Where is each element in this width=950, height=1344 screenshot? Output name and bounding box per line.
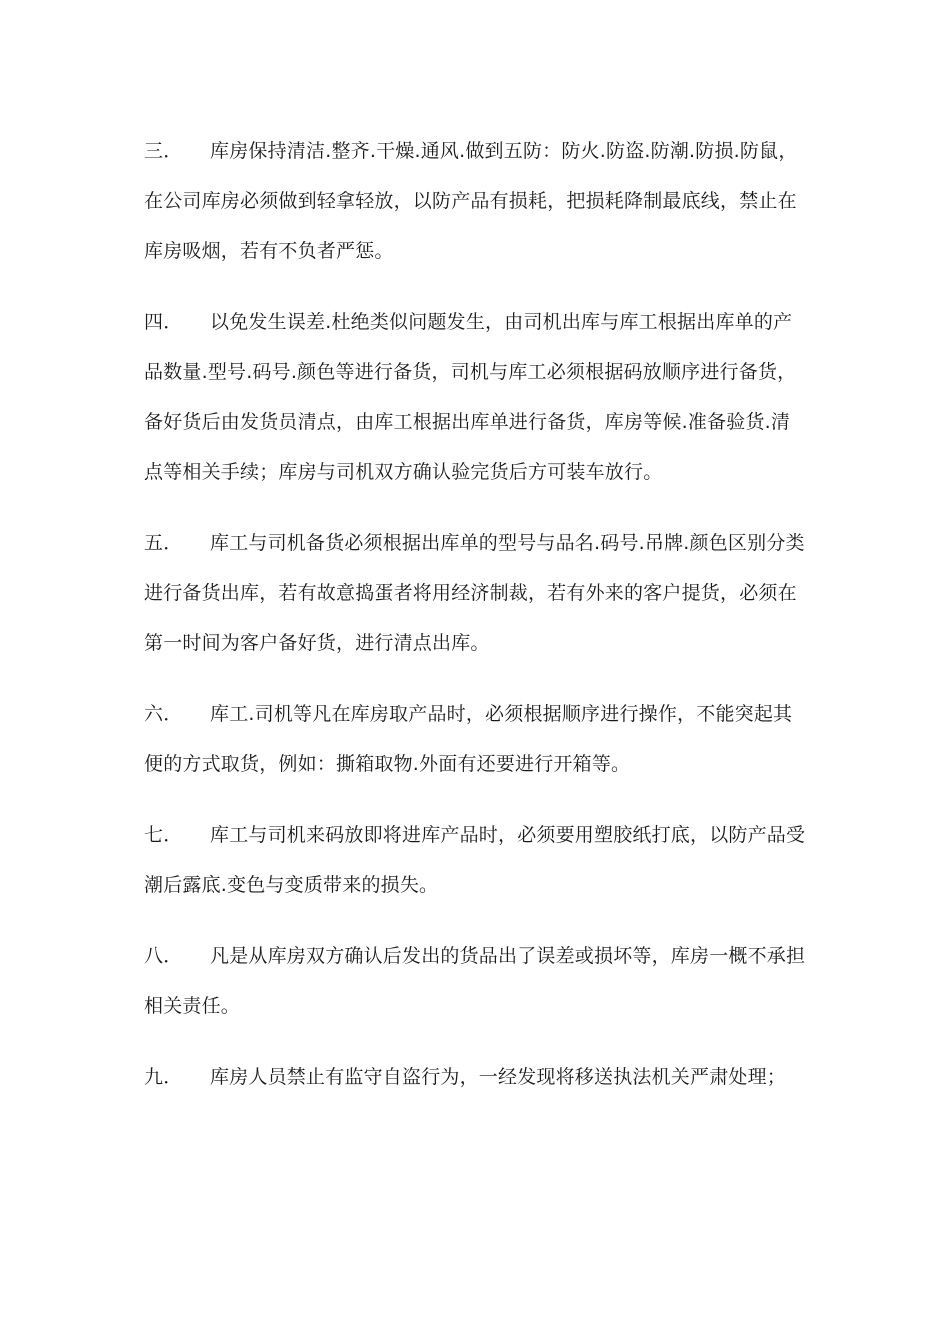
clause-number: 五．: [144, 532, 183, 554]
paragraph-line: 相关责任。: [144, 995, 241, 1017]
clause-text: 以免发生误差.杜绝类似问题发生，由司机出库与库工根据出库单的产: [210, 311, 793, 333]
clause-3: [144, 134, 812, 284]
clause-number: 八．: [144, 945, 183, 967]
paragraph-line: 便的方式取货，例如：撕箱取物.外面有还要进行开箱等。: [144, 753, 631, 775]
paragraph-line: 潮后露底.变色与变质带来的损失。: [144, 874, 439, 896]
clause-text: 库工与司机备货必须根据出库单的型号与品名.码号.吊牌.颜色区别分类: [210, 532, 805, 554]
clause-number: 六．: [144, 703, 183, 725]
clause-number: 三．: [144, 140, 183, 162]
paragraph-line: [144, 305, 812, 355]
paragraph-line: 第一时间为客户备好货，进行清点出库。: [144, 632, 490, 654]
paragraph-line: [144, 1060, 812, 1110]
clause-number: 九．: [144, 1066, 183, 1088]
clause-4: [144, 305, 812, 505]
clause-text: 库工.司机等凡在库房取产品时，必须根据顺序进行操作，不能突起其: [210, 703, 793, 725]
paragraph-line: 点等相关手续；库房与司机双方确认验完货后方可装车放行。: [144, 461, 663, 483]
clause-text: 库房人员禁止有监守自盗行为，一经发现将移送执法机关严肃处理；: [210, 1066, 787, 1088]
clause-5: [144, 526, 812, 676]
clause-text: 凡是从库房双方确认后发出的货品出了误差或损坏等，库房一概不承担: [210, 945, 806, 967]
paragraph-line: 品数量.型号.码号.颜色等进行备货，司机与库工必须根据码放顺序进行备货，: [144, 361, 797, 383]
paragraph-line: [144, 526, 812, 576]
paragraph-line: 进行备货出库，若有故意捣蛋者将用经济制裁，若有外来的客户提货，必须在: [144, 582, 797, 604]
clause-text: 库工与司机来码放即将进库产品时，必须要用塑胶纸打底，以防产品受: [210, 824, 806, 846]
paragraph-line: [144, 939, 812, 989]
document-body: [144, 134, 812, 1131]
paragraph-line: 库房吸烟，若有不负者严惩。: [144, 240, 394, 262]
clause-text: 库房保持清洁.整齐.干燥.通风.做到五防：防火.防盗.防潮.防损.防鼠，: [210, 140, 798, 162]
clause-8: [144, 939, 812, 1039]
paragraph-line: 在公司库房必须做到轻拿轻放，以防产品有损耗，把损耗降制最底线，禁止在: [144, 190, 797, 212]
clause-9: [144, 1060, 812, 1110]
clause-number: 七．: [144, 824, 183, 846]
paragraph-line: 备好货后由发货员清点，由库工根据出库单进行备货，库房等候.准备验货.清: [144, 411, 791, 433]
clause-7: [144, 818, 812, 918]
clause-6: [144, 697, 812, 797]
paragraph-line: [144, 697, 812, 747]
paragraph-line: [144, 134, 812, 184]
clause-number: 四．: [144, 311, 183, 333]
paragraph-line: [144, 818, 812, 868]
